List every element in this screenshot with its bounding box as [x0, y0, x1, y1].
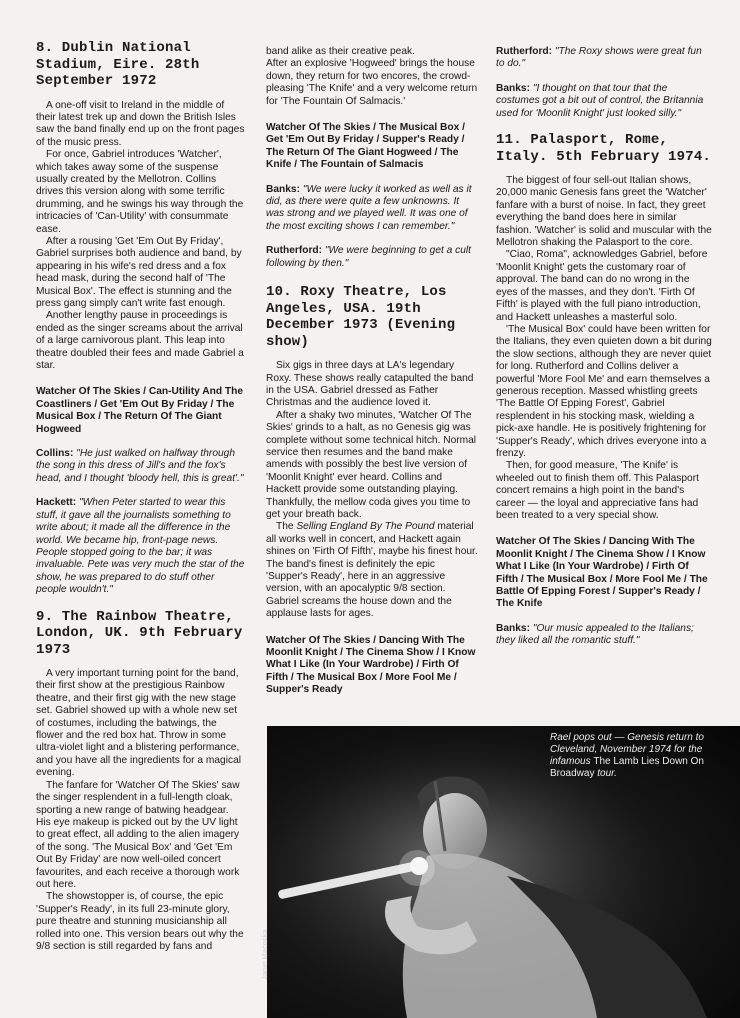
- paragraph: "Ciao, Roma", acknowledges Gabriel, before 'Moonlit Knight' gets the customary roar of approval. The band can do no wrong in the eyes of the masses, and they don't. 'Firth Of Fifth' is played with the full piano introduction, and Hackett unleashes a masterful solo.: [496, 249, 708, 323]
- quote-text: "Our music appealed to the Italians; they liked all the romantic stuff.": [496, 622, 694, 647]
- quote-text: "We were lucky it worked as well as it did, as there were quite a few unknowns. It was strong and we played well. It was one of the most exciting shows I can remember.": [266, 183, 472, 232]
- quote-rutherford: [496, 46, 712, 71]
- setlist-11: Watcher Of The Skies / Dancing With The Moonlit Knight / The Cinema Show / I Know What I Like (In Your Wardrobe) / Firth Of Fifth / The Musical Box / More Fool Me / The Battle Of Epping Forest / Supper's Ready / The Knife: [496, 536, 708, 610]
- paragraph: The biggest of four sell-out Italian shows, 20,000 manic Genesis fans greet the 'Watcher' fanfare with a burst of noise. In fact, they greet everything the band does here in similar fashion. 'Watcher' is solid and muscular with the Mellotron shaking the Palasport to the core.: [496, 175, 712, 249]
- quote-speaker: Banks:: [496, 82, 530, 94]
- quote-text: "I thought on that tour that the costumes got a bit out of control, the Britannia used for 'Moonlit Knight' just looked silly.": [496, 82, 704, 119]
- column-3: [496, 46, 712, 660]
- heading-10: 10. Roxy Theatre, Los Angeles, USA. 19th December 1973 (Evening show): [266, 284, 456, 350]
- heading-11: 11. Palasport, Rome, Italy. 5th February 1974.: [496, 132, 712, 165]
- quote-speaker: Collins:: [36, 448, 74, 460]
- album-title: Selling England By The Pound: [296, 521, 435, 533]
- quote-speaker: Rutherford:: [266, 245, 323, 257]
- caption-text: tour.: [594, 768, 617, 779]
- text: material all works well in concert, and Hackett again shines on 'Firth Of Fifth', maybe his finest hour. The band's finest is definitely the epic 'Supper's Ready', here in an aggressive version, with an apocalyptic 9/8 section. Gabriel screams the house down and the applause lasts for ages.: [266, 521, 478, 620]
- paragraph: After an explosive 'Hogweed' brings the house down, they return for two encores, the crowd-pleasing 'The Knife' and a very welcome return for 'The Fountain Of Salmacis.': [266, 58, 478, 107]
- paragraph: The fanfare for 'Watcher Of The Skies' saw the singer resplendent in a full-length cloak, sporting a new range of batwing headgear. His eye makeup is picked out by the UV light to great effect, all adding to the alien imagery of the song. 'The Musical Box' and 'Get 'Em Out By Friday' are now well-oiled concert favourites, and each receive a thorough work out here.: [36, 779, 240, 890]
- quote-speaker: Banks:: [496, 622, 530, 634]
- caption-text: Rael pops out — Genesis return to Cleveland, November 1974 for the infamous: [550, 732, 704, 767]
- quote-rutherford: [266, 245, 478, 270]
- paragraph: 'The Musical Box' could have been written for the Italians, they even quieten down a bit during the slow sections, although they are never quiet for long. Rutherford and Collins deliver a powerful 'More Fool Me' and earn themselves a generous reception. Massed whistling greets 'The Battle Of Epping Forest', Gabriel resplendent in his stocking mask, wielding a pick-axe handle. He is positively frightening for 'Supper's Ready', which drives everyone into a frenzy.: [496, 323, 712, 459]
- text: The: [276, 521, 297, 533]
- column-1: [36, 40, 246, 953]
- quote-banks: [496, 623, 712, 648]
- quote-speaker: Hackett:: [36, 497, 77, 509]
- setlist-8: Watcher Of The Skies / Can-Utility And The Coastliners / Get 'Em Out By Friday / The Musical Box / The Return Of The Giant Hogweed: [36, 386, 243, 435]
- paragraph: After a shaky two minutes, 'Watcher Of The Skies' grinds to a halt, as no Genesis gig was complete without some technical hitch. Normal service then resumes and the band make amends with possibly the best live version of 'Moonlit Knight' ever heard. Collins and Hackett provide some outstanding playing. Thankfully, the mellow coda gives you time to get your breath back.: [266, 409, 477, 520]
- photo-credit: Janet Macoska: [260, 929, 269, 980]
- paragraph: The showstopper is, of course, the epic 'Supper's Ready', in its full 23-minute glory, pure theatre and stunning musicianship all rolled into one. This version bears out why the 9/8 section is still regarded by fans and: [36, 891, 244, 952]
- quote-banks: [496, 83, 712, 120]
- quote-speaker: Banks:: [266, 183, 300, 195]
- setlist-9: Watcher Of The Skies / The Musical Box / Get 'Em Out By Friday / Supper's Ready / The Return Of The Giant Hogweed / The Knife / The Fountain of Salmacis: [266, 122, 465, 171]
- quote-text: "The Roxy shows were great fun to do.": [496, 46, 702, 70]
- quote-banks: [266, 184, 478, 234]
- concert-photo: [260, 726, 740, 1018]
- paragraph: [266, 521, 478, 620]
- quote-text: "We were beginning to get a cult following by then.": [266, 245, 472, 269]
- paragraph: Another lengthy pause in proceedings is ended as the singer screams about the arrival of a large carnivorous plant. This leap into theatre doubled their fees and made Gabriel a star.: [36, 310, 244, 372]
- caption-album-title: The Lamb Lies Down On Broadway: [550, 756, 704, 779]
- quote-hackett: [36, 497, 246, 596]
- paragraph: A very important turning point for the band, their first show at the prestigious Rainbow theatre, and their first gig with the new stage set. Gabriel showed up with a whole new set of costumes, including the batwings, the flower and the red box hat. Throw in some ultra-violet light and a blistering performance, and you have all the ingredients for a magical evening.: [36, 668, 242, 779]
- paragraph: band alike as their creative peak.: [266, 46, 415, 57]
- setlist-10: Watcher Of The Skies / Dancing With The Moonlit Knight / The Cinema Show / I Know What I Like (In Your Wardrobe) / Firth Of Fifth / The Musical Box / More Fool Me / Supper's Ready: [266, 634, 476, 696]
- quote-collins: [36, 448, 246, 485]
- paragraph: For once, Gabriel introduces 'Watcher', which takes away some of the suspense usually created by the Mellotron. Collins drives this version along with some terrific drumming, and he swings his way through the intricacies of 'Can-Utility' with consummate ease.: [36, 149, 244, 235]
- paragraph: After a rousing 'Get 'Em Out By Friday', Gabriel surprises both audience and band, by appearing in his wife's red dress and a fox head mask, during the second half of 'The Musical Box'. The effect is stunning and the press gang simply can't write fast enough.: [36, 235, 242, 309]
- quote-text: "When Peter started to wear this stuff, it gave all the journalists something to write about; it made all the difference in the world. We became hip, front-page news. People stopped going to the bar; it was invaluable. Pete was very much the star of the show, he was prepared to do stuff other people wouldn't.": [36, 497, 245, 596]
- quote-speaker: Rutherford:: [496, 46, 553, 57]
- column-2: [266, 46, 478, 709]
- heading-8: 8. Dublin National Stadium, Eire. 28th September 1972: [36, 40, 200, 89]
- paragraph: Then, for good measure, 'The Knife' is wheeled out to finish them off. This Palasport concert remains a high point in the band's career — the loyal and appreciative fans had been treated to a very special show.: [496, 460, 699, 521]
- paragraph: A one-off visit to Ireland in the middle of their latest trek up and down the British Isles saw the band finally end up on the front pages of the music press.: [36, 99, 245, 148]
- photo-caption: [550, 732, 726, 780]
- quote-text: "He just walked on halfway through the song in this dress of Jill's and the fox's head, and I thought 'bloody hell, this is great'.": [36, 448, 244, 484]
- heading-9: 9. The Rainbow Theatre, London, UK. 9th February 1973: [36, 608, 243, 658]
- paragraph: Six gigs in three days at LA's legendary Roxy. These shows really catapulted the band in the USA. Gabriel dressed as Father Christmas and the audience loved it.: [266, 360, 474, 409]
